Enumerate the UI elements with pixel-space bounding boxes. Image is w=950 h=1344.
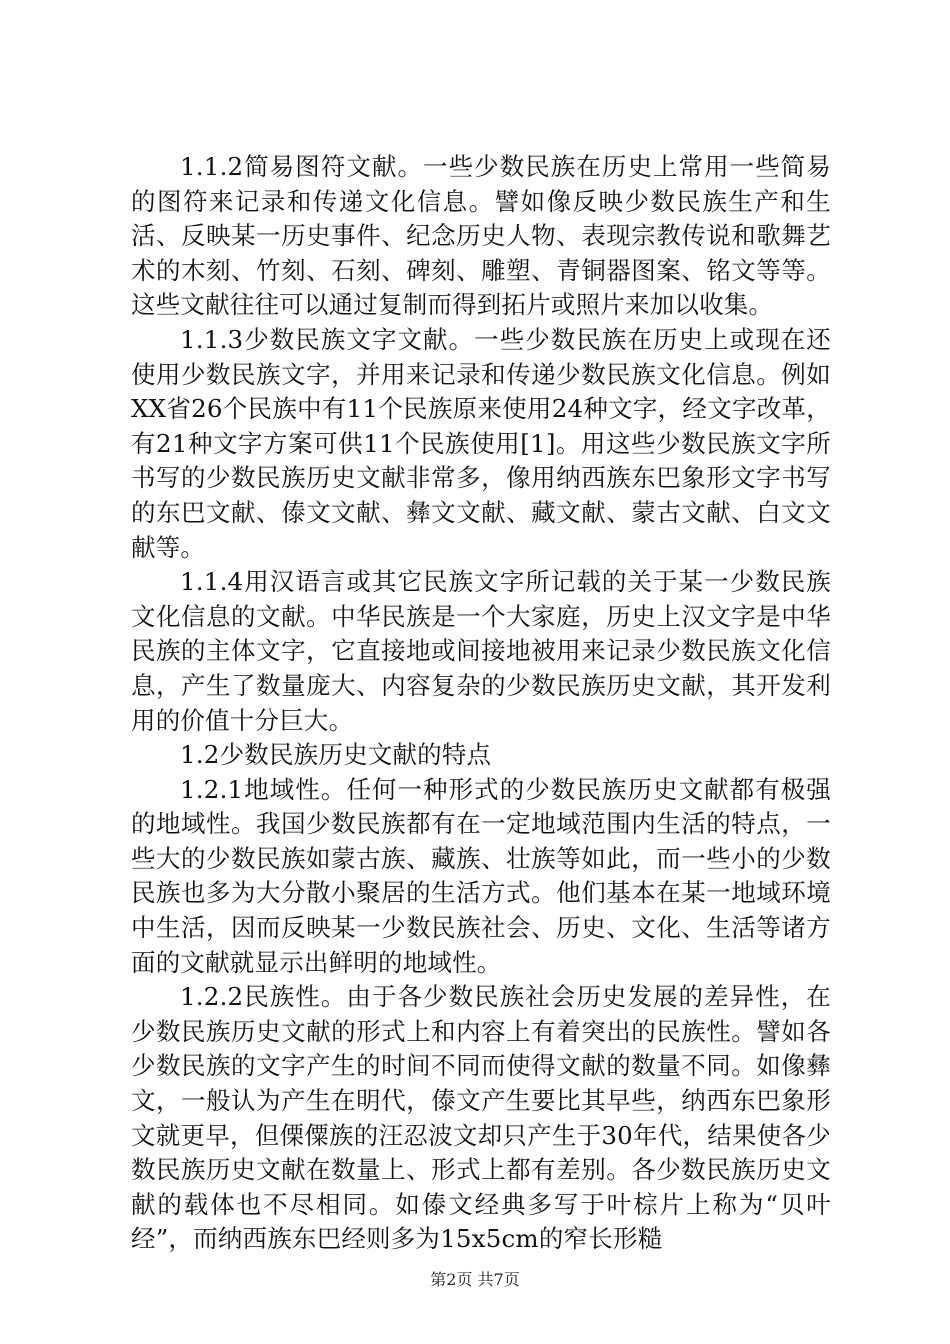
paragraph-1-2-2: 1.2.2民族性。由于各少数民族社会历史发展的差异性，在少数民族历史文献的形式上和内容上有着突出的民族性。譬如各少数民族的文字产生的时间不同而使得文献的数量不同。如像彝文，一般认为产生在明代，傣文产生要比其早些，纳西东巴象形文就更早，但傈僳族的汪忍波文却只产生于30年代，结果使各少数民族历史文献在数量上、形式上都有差别。各少数民族历史文献的载体也不尽相同。如傣文经典多写于叶棕片上称为“贝叶经”，而纳西族东巴经则多为15x5cm的窄长形糙 — [131, 982, 831, 1254]
paragraph-1-1-3: 1.1.3少数民族文字文献。一些少数民族在历史上或现在还使用少数民族文字，并用来记录和传递少数民族文化信息。例如XX省26个民族中有11个民族原来使用24种文字，经文字改革，有21种文字方案可供11个民族使用[1]。用这些少数民族文字所书写的少数民族历史文献非常多，像用纳西族东巴象形文字书写的东巴文献、傣文文献、彝文文献、藏文献、蒙古文献、白文文献等。 — [131, 324, 831, 562]
paragraph-1-2-1: 1.2.1地域性。任何一种形式的少数民族历史文献都有极强的地域性。我国少数民族都有在一定地域范围内生活的特点，一些大的少数民族如蒙古族、藏族、壮族等如此，而一些小的少数民族也多为大分散小聚居的生活方式。他们基本在某一地域环境中生活，因而反映某一少数民族社会、历史、文化、生活等诸方面的文献就显示出鲜明的地域性。 — [131, 774, 831, 977]
paragraph-1-1-2: 1.1.2简易图符文献。一些少数民族在历史上常用一些简易的图符来记录和传递文化信息。譬如像反映少数民族生产和生活、反映某一历史事件、纪念历史人物、表现宗教传说和歌舞艺术的木刻、竹刻、石刻、碑刻、雕塑、青铜器图案、铭文等等。这些文献往往可以通过复制而得到拓片或照片来加以收集。 — [131, 152, 831, 320]
document-body — [131, 150, 831, 1257]
section-heading-1-2: 1.2少数民族历史文献的特点 — [180, 740, 492, 770]
paragraph-1-1-4: 1.1.4用汉语言或其它民族文字所记载的关于某一少数民族文化信息的文献。中华民族是一个大家庭，历史上汉文字是中华民族的主体文字，它直接地或间接地被用来记录少数民族文化信息，产生了数量庞大、内容复杂的少数民族历史文献，其开发利用的价值十分巨大。 — [131, 567, 831, 735]
page-footer: 第2页 共7页 — [430, 1270, 520, 1289]
